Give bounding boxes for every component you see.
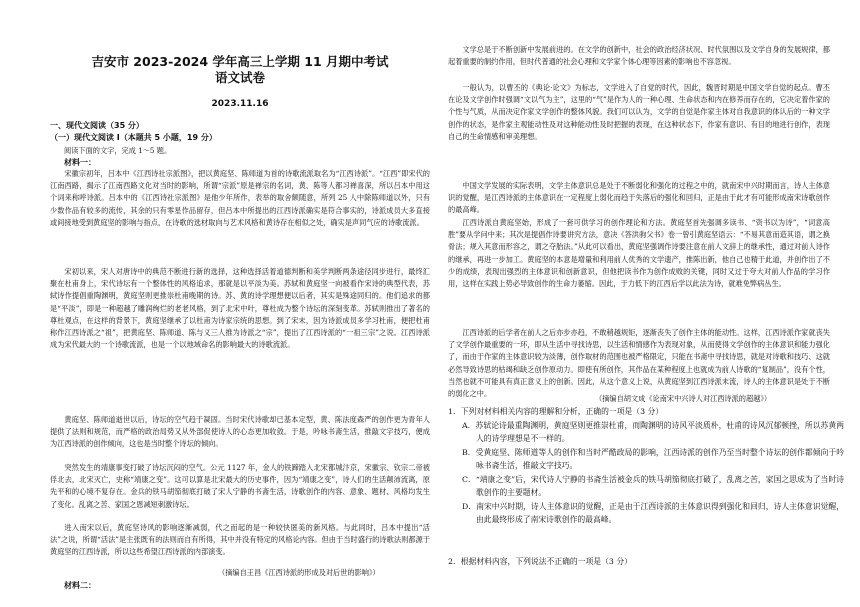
material1-label: 材料一： [64, 158, 96, 167]
material1-paragraph-2: 宋初以来，宋人对唐诗中的典范不断进行新的选择，这种选择活着道德判断和美学判断两条途径同步进行，最终汇聚在杜甫身上，宋代诗坛有一个整体性的风格追求，那就是以平淡为美。苏轼和黄庭坚一向被看作宋诗的典型代表，苏轼诗作提倡重陶渊明，黄庭坚则更推崇杜甫晚期的诗。苏、黄的诗学理想便以后者，其实是殊途同归的。他们追求的都是“平淡”，即是一种超越了雕润绚烂的老老风格，到了北宋中叶，尊杜成为整个诗坛的深刻变革。苏轼则推出了著名的尊杜观点，在这样的背景下，黄庭坚继承了以杜甫为诗家宗统的思想。到了宋末，因为诗派成员多学习杜甫，便把杜甫称作江西诗派之“祖”，把黄庭坚、陈师道、陈与义三人推为诗派之“宗”，提出了江西诗派的“一祖三宗”之说。江西诗派成为宋代最大的一个诗歌流派，也是一个以地域命名的影响最大的诗歌流派。 [50, 267, 430, 350]
material1-source: （摘编自王昌《江西诗派的形成及对后世的影响》） [218, 568, 380, 577]
question-1-option-d: D．南宋中兴时期，诗人主体意识的觉醒，正是由于江西诗派的主体意识得到强化和回归，诗人主体意识觉醒，由此最终形成了南宋诗歌创作的最高峰。 [462, 502, 844, 524]
question-1-option-b: B．受黄庭坚、陈师道等人的创作和当时严酷政局的影响，江西诗派的创作乃至当时整个诗坛的创作都倾向于吟咏书斋生活，推敲文字技巧。 [462, 448, 844, 470]
material2-paragraph-3: 中国文学发展的实际表明，文学主体意识总是处于不断弱化和强化的过程之中的，就南宋中兴时期而言，诗人主体意识的觉醒，是江西诗派的主体意识在一定程度上弱化而趋于失落后的强化和回归，正是由于此才有可能形成南宋诗歌创作的最高峰。 [448, 181, 830, 215]
question-1-stem: 1．下列对材料相关内容的理解和分析，正确的一项是（3 分） [448, 407, 664, 416]
material1-paragraph-1: 宋徽宗初年，吕本中《江西诗社宗派图》，把以黄庭坚、陈师道为首的诗歌流派取名为“江西诗派”。“江西”即宋代的江南西路，揭示了江南西路文化对当时的影响，所谓“宗派”原是禅宗的名词，黄、陈等人都习禅喜深，所以吕本中用这个词来称呼诗派。吕本中的《江西诗社宗派图》是他少年所作，表举的取舍颇随意，所列 25 人中除陈师道以外，只有少数作品有较多的流传，其余的只有零星作品留存，但吕本中所提出的江西诗派确实是符合事实的，诗派成员大多直接或间接地受到黄庭坚的影响与指点，在诗歌的选材取向与艺术风格和黄诗存在相似之处，确实是声同气应的诗歌流派。 [50, 169, 430, 227]
material2-paragraph-1: 文学总是于不断创新中发展前进的。在文学的创新中，社会的政治经济状况、时代氛围以及文学自身的发展规律，都起着重要的制约作用，但时代普通的社会心理和文学家个体心理等因素的影响也不容忽视。 [448, 45, 830, 67]
exam-title: 吉安市 2023-2024 学年高三上学期 11 月期中考试 [91, 54, 389, 69]
material2-paragraph-4: 江西诗派自黄庭坚始，形成了一套可供学习的创作理论和方法。黄庭坚首先强调多读书、“资书以为诗”，“词意高胜”要从学问中来；其次是提倡作诗要讲究方法，意决《答洪驹父书》卷一曾引黄庭坚语云：“不易其意而造其语，谓之换骨法；规入其意而形容之，谓之夺胎法。”从此可以看出，黄庭坚强调作诗要注意在前人文辞上的继承性，通过对前人诗作的继承，再进一步加工。黄庭坚的本意是增量和利用前人优秀的文学遗产，推陈出新，他自己也精于此道，并创作出了不少的成绩，表现出强烈的主体意识和创新意识，但他把读书作为创作成败的关键，同时又过于夸大对前人作品的学习作用，这样在实践上势必导致创作的生命力萎缩。因此，于力低下的江西后学以此法为诗，就难免弊病丛生。 [448, 218, 830, 289]
section-heading: 一、现代文阅读（35 分） [50, 121, 144, 130]
material2-label: 材料二： [64, 581, 96, 590]
material1-paragraph-4: 突然发生的靖康事变打破了诗坛沉闷的空气。公元 1127 年，金人的铁蹄踏入北宋都城汴京，宋徽宗、钦宗二帝被俘北去，北宋灭亡，史称“靖康之变”。这可以算是北宋最大的历史事件，因为“靖康之变”，诗人们的生活颠沛流离，原先平和的心境不复存在。金兵的铁马胡笳彻底打破了宋人宁静的书斋生活，诗歌创作的内容、意象、题材、风格均发生了变化。乱离之苦、家国之恩减短刺激诗坛。 [50, 463, 430, 509]
question-2-stem: 2．根据材料内容，下列说法不正确的一项是（3 分） [448, 557, 632, 566]
material1-paragraph-3: 黄庭坚、陈师道逝世以后，诗坛的空气趋于凝固。当时宋代诗歌却已基本定型，黄、陈法度森严的创作更为青年人提供了法则和规范，而严格的政治局势又从外部促使诗人的心态更加收敛。于是，吟咏书斋生活，推敲文字技巧，便成为江西诗派的创作倾向，这也是当时整个诗坛的倾向。 [50, 415, 430, 449]
instruction-text: 阅读下面的文字，完成 1～5 题。 [64, 146, 172, 155]
material2-source: （摘编自胡文成《论南宋中兴诗人对江西诗派的超越》） [595, 394, 772, 403]
material2-paragraph-2: 一般认为，以曹丕的《典论·论文》为标志，文学进入了自觉的时代，因此，魏晋时期是中国文学自觉的起点。曹丕在论及文学创作时强调“文以气为主”，这里的“气”是作为人的一种心理、生命状态和内在修养而存在的，它决定着作家的个性与气质，从而决定作家文学创作的整体风貌。我们可以认为，文学的自觉是作家主体对自我意识的体认后的一种文学创作的状态，是作家主观能动性及对这种能动性及时把握的表现，在这种状态下，作家有意识、有目的地进行创作，表现自己的生命情感和审美理想。 [448, 83, 830, 141]
material2-paragraph-5: 江西诗派的后学者在前人之后亦步亦趋，不敢稍越规矩，逐渐丧失了创作主体的能动性。这样，江西诗派作家就丧失了文学创作最重要的一环，即从生活中寻找诗思，以生活和情感作为表现对象，从而使得文学创作的主体意识和能力强化了，而由于作家的主体意识较为淡薄，创作取材的范围也被严格限定，只能在书斋中寻找诗思，就是对诗歌和技巧、这就必然导致诗思的枯竭和缺乏创作原动力。即使有所创作，其作品在某种程度上也就成为前人诗歌的“复制品”，没有个性，当然也就不可能具有真正意义上的创新。因此，从这个意义上说，从黄庭坚到江西诗派末流，诗人的主体意识是处于不断的弱化之中。 [448, 328, 830, 399]
question-1-option-a: A．苏轼论诗最重陶渊明，黄庭坚则更推崇杜甫，而陶渊明的诗风平淡质朴，杜甫的诗风沉郁顿挫，所以苏黄两人的诗学理想是不一样的。 [462, 421, 844, 443]
sub-section-heading: （一）现代文阅读 I（本题共 5 小题，19 分） [50, 133, 217, 142]
question-1-option-c: C．“靖康之变”后，宋代诗人宁静的书斋生活被金兵的铁马胡笳彻底打破了，乱离之苦，家国之思成为了当时诗歌创作的主要题材。 [462, 475, 844, 497]
exam-date: 2023.11.16 [211, 99, 269, 109]
exam-subtitle: 语文试卷 [214, 70, 265, 85]
material1-paragraph-5: 进入南宋以后，黄庭坚诗风的影响逐渐减弱，代之而起的是一种较快匿美的新风格。与此同时，吕本中提出“活法”之说，所谓“活法”是主张既有的法则而自有所得，其中并没有特定的风格论内容。但由于当时盛行的诗歌法则都源于黄庭坚的江西诗派，所以这些希望江西诗派的内部演变。 [50, 523, 430, 557]
